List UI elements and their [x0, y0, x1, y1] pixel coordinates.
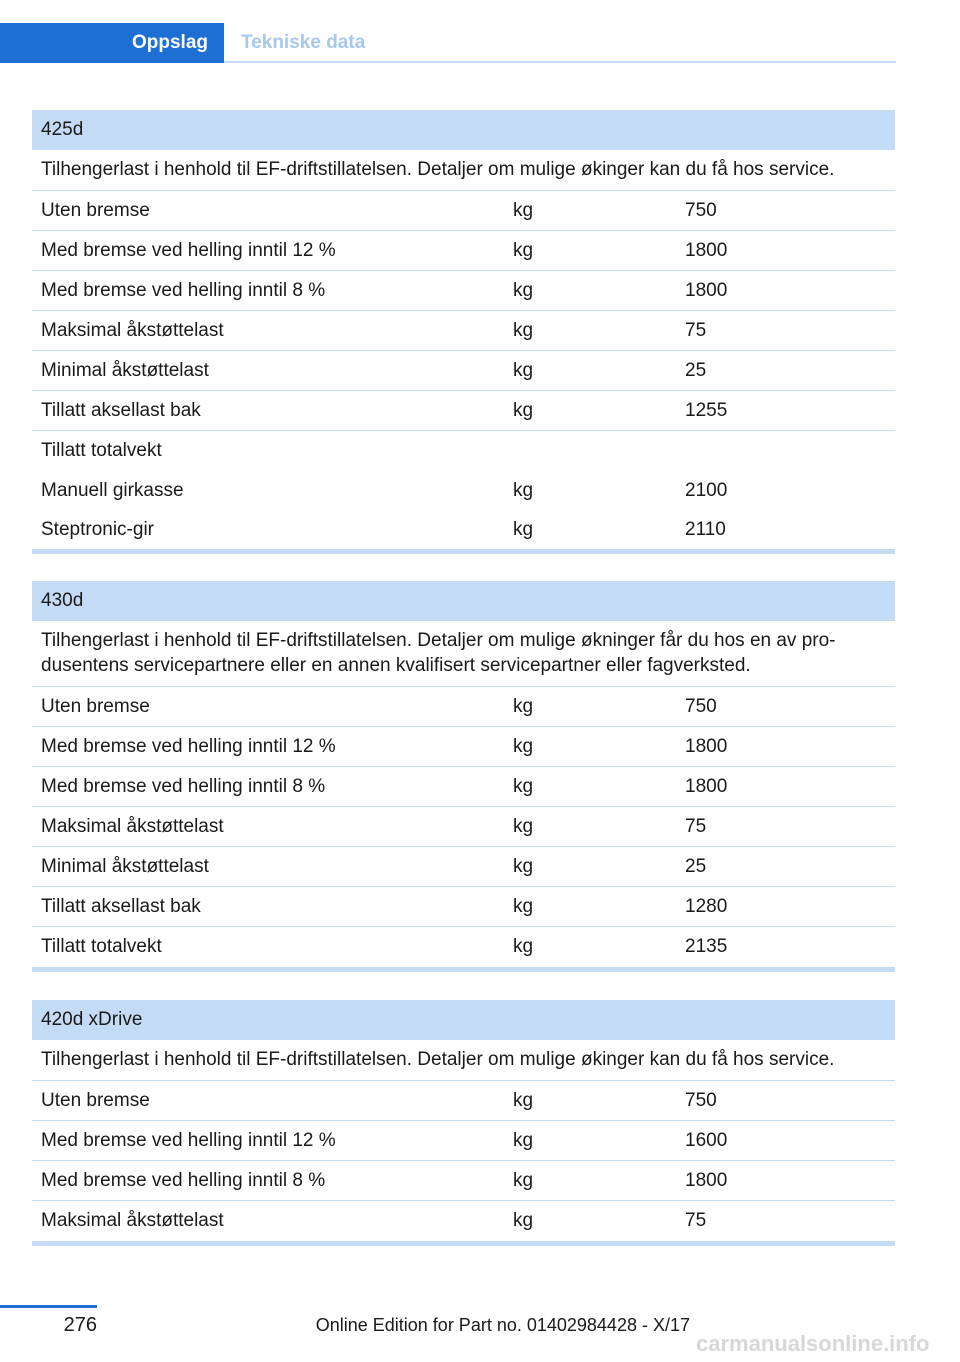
row-label: Tillatt totalvekt: [41, 440, 162, 461]
row-unit: kg: [513, 775, 534, 797]
table-row: [32, 271, 895, 311]
table-row: [32, 510, 895, 549]
row-label: Tillatt aksellast bak: [41, 399, 201, 421]
row-label: Med bremse ved helling inntil 8 %: [41, 775, 326, 797]
row-label: Minimal åkstøttelast: [41, 359, 209, 381]
row-unit: kg: [513, 279, 534, 301]
section-header-bar: [0, 23, 896, 63]
description-line: dusentens servicepartnere eller en annen kvalifisert servicepartner eller fagverksted.: [41, 655, 751, 676]
row-label: Uten bremse: [41, 199, 150, 221]
row-label: Med bremse ved helling inntil 12 %: [41, 239, 336, 261]
row-label: Minimal åkstøttelast: [41, 855, 209, 877]
table-row: [32, 1201, 895, 1241]
tab-oppslag[interactable]: Oppslag: [0, 23, 224, 63]
row-value: 1800: [685, 1169, 728, 1191]
row-value: 2100: [685, 479, 728, 501]
table-row: [32, 1161, 895, 1201]
row-value: 1800: [685, 279, 728, 301]
row-label: Maksimal åkstøttelast: [41, 319, 224, 341]
spec-table-425d: [32, 110, 895, 554]
watermark: carmanualsonline.info: [696, 1331, 930, 1356]
table-description: [32, 621, 895, 687]
row-value: 75: [685, 319, 707, 341]
row-label: Tillatt totalvekt: [41, 936, 162, 957]
spec-table-420d-xdrive: [32, 1000, 895, 1246]
table-end-bar: [32, 1241, 895, 1246]
row-unit: kg: [513, 199, 534, 221]
row-label: Med bremse ved helling inntil 8 %: [41, 1169, 326, 1191]
row-value: 1800: [685, 239, 728, 261]
row-value: 1280: [685, 895, 728, 917]
row-unit: kg: [513, 815, 534, 837]
table-end-bar: [32, 549, 895, 554]
table-row: [32, 1081, 895, 1121]
row-unit: kg: [513, 1210, 534, 1231]
row-unit: kg: [513, 518, 534, 540]
row-unit: kg: [513, 735, 534, 757]
row-value: 25: [685, 359, 707, 381]
row-value: 750: [685, 199, 717, 221]
row-value: 75: [685, 815, 707, 837]
row-value: 75: [685, 1210, 707, 1231]
row-unit: kg: [513, 479, 534, 501]
table-description: Tilhengerlast i henhold til EF-driftstillatelsen. Detaljer om mulige økinger kan du få hos service.: [32, 150, 895, 191]
row-unit: kg: [513, 695, 534, 717]
table-row: [32, 311, 895, 351]
spec-table-430d: [32, 581, 895, 972]
row-label: Tillatt aksellast bak: [41, 895, 201, 917]
row-label: Maksimal åkstøttelast: [41, 815, 224, 837]
row-label: Med bremse ved helling inntil 12 %: [41, 1129, 336, 1151]
row-unit: kg: [513, 855, 534, 877]
table-title: 430d: [32, 581, 895, 621]
row-value: 1800: [685, 775, 728, 797]
table-row: [32, 807, 895, 847]
row-unit: kg: [513, 1089, 534, 1111]
row-label: Manuell girkasse: [41, 479, 184, 501]
table-row: [32, 391, 895, 431]
row-label: Uten bremse: [41, 1089, 150, 1111]
table-row: [32, 1121, 895, 1161]
row-label: Med bremse ved helling inntil 8 %: [41, 279, 326, 301]
table-row: [32, 351, 895, 391]
row-unit: kg: [513, 239, 534, 261]
row-unit: kg: [513, 359, 534, 381]
row-unit: kg: [513, 936, 534, 957]
row-value: 750: [685, 695, 717, 717]
table-row: [32, 687, 895, 727]
row-label: Maksimal åkstøttelast: [41, 1210, 224, 1231]
row-label: Med bremse ved helling inntil 12 %: [41, 735, 336, 757]
table-row: [32, 767, 895, 807]
row-label: Steptronic-gir: [41, 518, 154, 540]
table-end-bar: [32, 967, 895, 972]
table-row: [32, 471, 895, 510]
tab-tekniske-data[interactable]: Tekniske data: [241, 32, 366, 53]
table-description: Tilhengerlast i henhold til EF-driftstillatelsen. Detaljer om mulige økinger kan du få hos service.: [32, 1040, 895, 1081]
row-unit: kg: [513, 399, 534, 421]
edition-text: Online Edition for Part no. 01402984428 - X/17: [315, 1315, 690, 1335]
row-unit: kg: [513, 895, 534, 917]
table-title: 420d xDrive: [32, 1000, 895, 1040]
page-number: 276: [63, 1314, 97, 1336]
table-row: [32, 231, 895, 271]
row-value: 2110: [685, 518, 726, 540]
table-row: [32, 727, 895, 767]
row-value: 750: [685, 1089, 717, 1111]
row-unit: kg: [513, 319, 534, 341]
row-value: 1600: [685, 1129, 728, 1151]
row-value: 1800: [685, 735, 728, 757]
table-row: [32, 847, 895, 887]
table-row: [32, 431, 895, 471]
row-unit: kg: [513, 1169, 534, 1191]
table-title: 425d: [32, 110, 895, 150]
row-value: 1255: [685, 399, 728, 421]
row-label: Uten bremse: [41, 695, 150, 717]
row-unit: kg: [513, 1129, 534, 1151]
row-value: 2135: [685, 936, 728, 957]
table-row: [32, 927, 895, 967]
footer-accent-line: [0, 1305, 97, 1308]
row-value: 25: [685, 855, 707, 877]
table-row: [32, 191, 895, 231]
description-line: Tilhengerlast i henhold til EF-driftstillatelsen. Detaljer om mulige økninger får du hos en av pro-: [41, 630, 836, 651]
table-row: [32, 887, 895, 927]
